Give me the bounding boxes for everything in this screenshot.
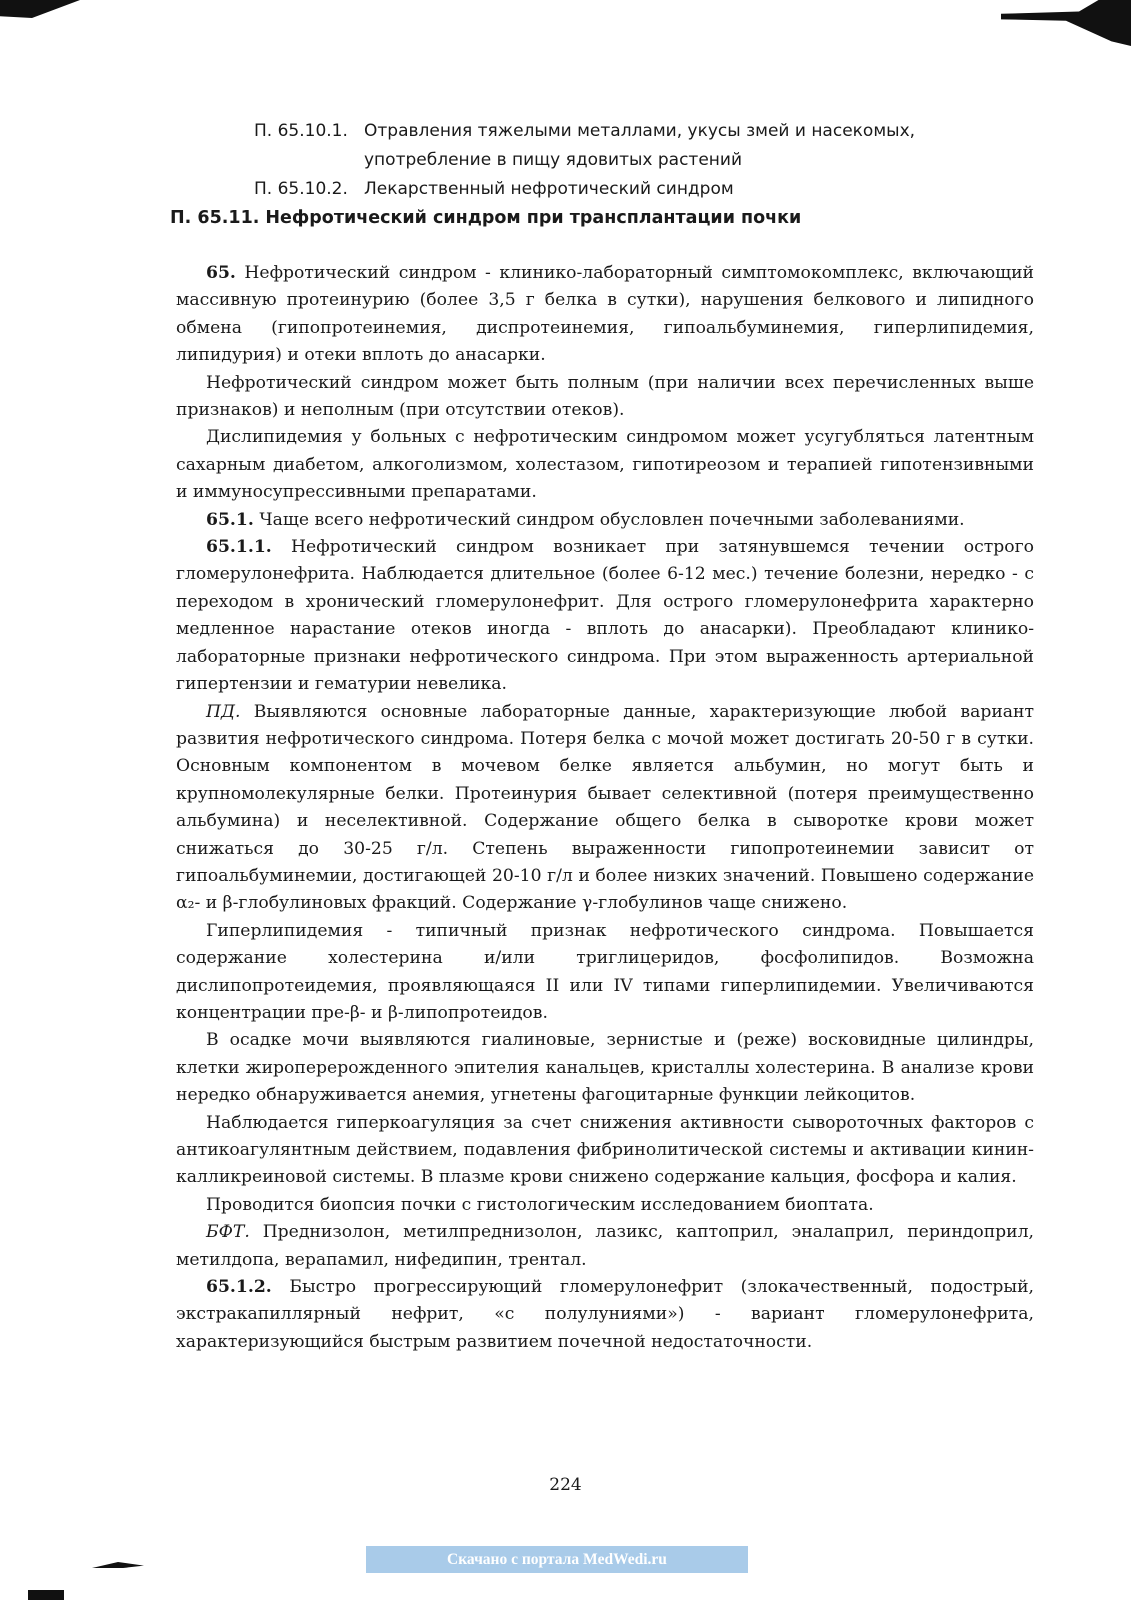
toc-item <box>170 117 1070 146</box>
scan-artifact-top-left <box>0 0 80 18</box>
toc-item-title: Отравления тяжелыми металлами, укусы змей и насекомых, <box>364 121 916 141</box>
section-abbrev: ПД. <box>206 701 241 722</box>
scan-artifact-top-right <box>1001 0 1131 46</box>
paragraph-text: Чаще всего нефротический синдром обусловлен почечными заболеваниями. <box>253 509 965 530</box>
section-number: 65. <box>206 263 236 283</box>
toc-item-title-cont: употребление в пищу ядовитых растений <box>364 150 742 170</box>
paragraph <box>176 1274 1034 1356</box>
paragraph <box>176 1027 1034 1109</box>
toc-item-main <box>170 204 1070 233</box>
table-of-contents <box>170 117 1070 233</box>
paragraph-text: Преднизолон, метилпреднизолон, лазикс, каптоприл, эналаприл, периндоприл, метилдопа, верапамил, нифедипин, трентал. <box>176 1222 1034 1270</box>
paragraph <box>176 507 1034 534</box>
paragraph <box>176 370 1034 425</box>
paragraph <box>176 260 1034 370</box>
paragraph-text: Нефротический синдром возникает при затянувшемся течении острого гломерулонефрита. Наблюдается длительное (более 6-12 мес.) течение болезни, нередко - с переходом в хронический гломерулонефрит. Для острого гломерулонефрита характерно медленное нарастание отеков иногда - вплоть до анасарки). Преобладают клинико-лабораторные признаки нефротического синдрома. При этом выраженность артериальной гипертензии и гематурии невелика. <box>176 537 1034 695</box>
section-number: 65.1. <box>206 509 254 530</box>
paragraph <box>176 534 1034 698</box>
paragraph <box>176 1192 1034 1219</box>
scan-artifact-bottom-left <box>92 1562 144 1568</box>
toc-item-continuation <box>170 146 1070 175</box>
paragraph <box>176 699 1034 918</box>
section-abbrev: БФТ. <box>206 1222 250 1243</box>
paragraph-text: Нефротический синдром - клинико-лабораторный симптомокомплекс, включающий массивную протеинурию (более 3,5 г белка в сутки), нарушения белкового и липидного обмена (гипопротеинемия, диспротеинемия, гипоальбуминемия, гиперлипидемия, липидурия) и отеки вплоть до анасарки. <box>176 263 1034 366</box>
toc-item-number: П. 65.10.1. <box>254 121 348 141</box>
toc-item-number: П. 65.11. <box>170 208 260 228</box>
paragraph <box>176 1219 1034 1274</box>
scan-artifact-bottom-corner <box>28 1590 64 1600</box>
toc-item-number: П. 65.10.2. <box>254 179 348 199</box>
paragraph-text: Нефротический синдром может быть полным (при наличии всех перечисленных выше признаков) и неполным (при отсутствии отеков). <box>176 372 1034 421</box>
paragraph <box>176 1110 1034 1192</box>
paragraph-text: Дислипидемия у больных с нефротическим синдромом может усугубляться латентным сахарным диабетом, алкоголизмом, холестазом, гипотиреозом и терапией гипотензивными и иммуносупрессивными препаратами. <box>176 427 1034 503</box>
paragraph <box>176 918 1034 1028</box>
paragraph-text: Проводится биопсия почки с гистологическим исследованием биоптата. <box>206 1194 874 1215</box>
page-number: 224 <box>549 1475 582 1495</box>
paragraph-text: Выявляются основные лабораторные данные, характеризующие любой вариант развития нефротического синдрома. Потеря белка с мочой может достигать 20-50 г в сутки. Основным компонентом в мочевом белке является альбумин, но могут быть и крупномолекулярные белки. Протеинурия бывает селективной (потеря преимущественно альбумина) и неселективной. Содержание общего белка в сыворотке крови может снижаться до 30-25 г/л. Степень выраженности гипопротеинемии зависит от гипоальбуминемии, достигающей 20-10 г/л и более низких значений. Повышено содержание α₂- и β-глобулиновых фракций. Содержание γ-глобулинов чаще снижено. <box>176 701 1034 914</box>
toc-item <box>170 175 1070 204</box>
body-text <box>176 260 1034 1356</box>
section-number: 65.1.1. <box>206 537 272 558</box>
toc-item-title: Нефротический синдром при трансплантации почки <box>265 208 802 228</box>
toc-item-title: Лекарственный нефротический синдром <box>364 179 734 199</box>
paragraph-text: Гиперлипидемия - типичный признак нефротического синдрома. Повышается содержание холестерина и/или триглицеридов, фосфолипидов. Возможна дислипопротеидемия, проявляющаяся II или IV типами гиперлипидемии. Увеличиваются концентрации пре-β- и β-липопротеидов. <box>176 920 1034 1023</box>
section-number: 65.1.2. <box>206 1277 272 1298</box>
paragraph <box>176 424 1034 506</box>
paragraph-text: В осадке мочи выявляются гиалиновые, зернистые и (реже) восковидные цилиндры, клетки жироперерожденного эпителия канальцев, кристаллы холестерина. В анализе крови нередко обнаруживается анемия, угнетены фагоцитарные функции лейкоцитов. <box>176 1030 1034 1106</box>
download-banner: Скачано с портала MedWedi.ru <box>366 1546 748 1573</box>
paragraph-text: Наблюдается гиперкоагуляция за счет снижения активности сывороточных факторов с антикоагулянтным действием, подавления фибринолитической системы и активации кинин-калликреиновой системы. В плазме крови снижено содержание кальция, фосфора и калия. <box>176 1112 1034 1188</box>
paragraph-text: Быстро прогрессирующий гломерулонефрит (злокачественный, подострый, экстракапиллярный нефрит, «с полулуниями») - вариант гломерулонефрита, характеризующийся быстрым развитием почечной недостаточности. <box>176 1277 1034 1352</box>
